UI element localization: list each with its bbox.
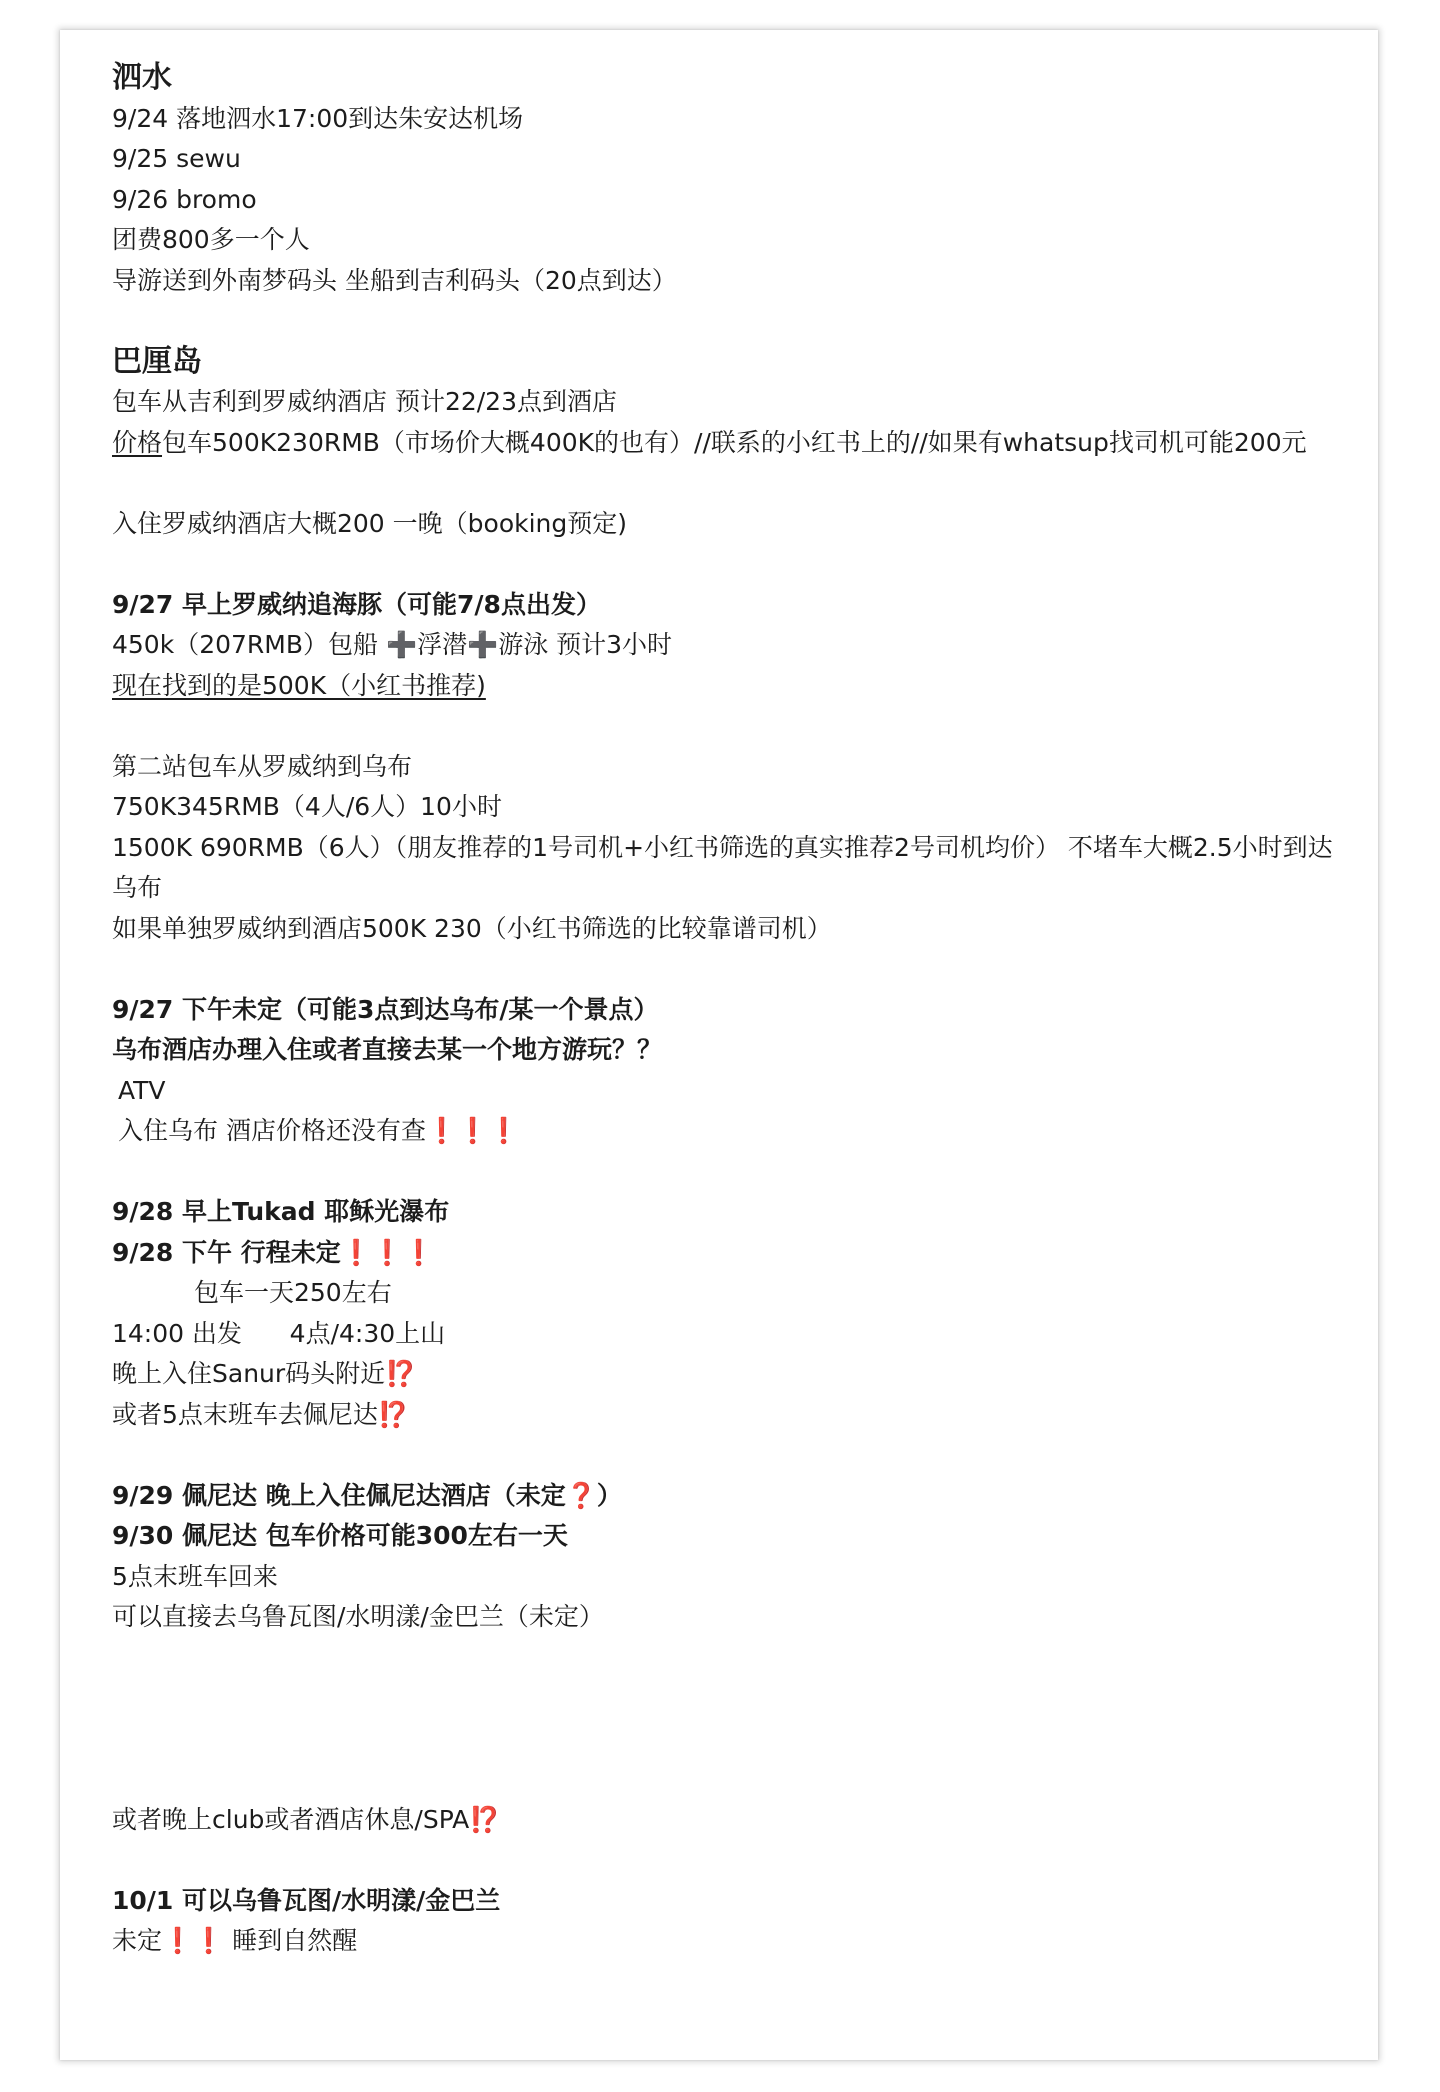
day-title: 9/27 下午未定（可能3点到达乌布/某一个景点） xyxy=(112,994,659,1024)
note-line: 第二站包车从罗威纳到乌布 xyxy=(112,751,413,781)
note-line xyxy=(112,1354,1342,1395)
interrobang-icon: ⁉️ xyxy=(469,1804,501,1834)
price-line xyxy=(112,423,1342,464)
note-line: 导游送到外南梦码头 坐船到吉利码头（20点到达） xyxy=(112,265,677,295)
exclamation-icon: ❗️❗️ xyxy=(162,1926,225,1955)
question-icon: ❓ xyxy=(565,1480,597,1510)
note-line: 9/26 bromo xyxy=(112,184,257,214)
note-line xyxy=(112,1800,1342,1841)
note-line: 9/24 落地泗水17:00到达朱安达机场 xyxy=(112,103,524,133)
note-line: 750K345RMB（4人/6人）10小时 xyxy=(112,792,502,821)
day-title xyxy=(112,1476,1342,1517)
note-line: 450k（207RMB）包船 ➕浮潜➕游泳 预计3小时 xyxy=(112,630,673,659)
day-title: 9/30 佩尼达 包车价格可能300左右一天 xyxy=(112,1521,568,1550)
note-line: 9/25 sewu xyxy=(112,144,241,173)
note-text: 或者5点末班车去佩尼达 xyxy=(112,1399,378,1429)
day-title: 10/1 可以乌鲁瓦图/水明漾/金巴兰 xyxy=(112,1885,501,1915)
note-line: 入住罗威纳酒店大概200 一晚（booking预定) xyxy=(112,508,628,538)
exclamation-icon: ❗️❗️❗️ xyxy=(340,1237,435,1267)
note-line: 14:00 出发 4点/4:30上山 xyxy=(112,1318,446,1348)
day-title xyxy=(112,1233,1342,1274)
note-text: 睡到自然醒 xyxy=(224,1926,358,1955)
note-line: 如果单独罗威纳到酒店500K 230（小红书筛选的比较靠谱司机） xyxy=(112,913,832,943)
note-content xyxy=(112,58,1342,1962)
price-detail: 包车500K230RMB（市场价大概400K的也有）//联系的小红书上的//如果有whatsup找司机可能200元 xyxy=(162,427,1307,457)
note-sheet xyxy=(60,30,1378,2060)
exclamation-icon: ❗️❗️❗️ xyxy=(425,1116,520,1145)
section-heading-surabaya: 泗水 xyxy=(112,60,172,95)
note-text: 晚上入住Sanur码头附近 xyxy=(112,1359,386,1388)
section-heading-bali: 巴厘岛 xyxy=(112,343,202,379)
day-title: 9/28 早上Tukad 耶稣光瀑布 xyxy=(112,1197,450,1226)
interrobang-icon: ⁉️ xyxy=(385,1359,417,1388)
note-line: 可以直接去乌鲁瓦图/水明漾/金巴兰（未定） xyxy=(112,1602,604,1631)
note-line xyxy=(112,1921,1342,1962)
note-text: 入住乌布 酒店价格还没有查 xyxy=(118,1116,426,1145)
note-text: 9/29 佩尼达 晚上入住佩尼达酒店（未定 xyxy=(112,1480,566,1510)
price-label: 价格 xyxy=(112,427,163,457)
day-title: 9/27 早上罗威纳追海豚（可能7/8点出发） xyxy=(112,589,601,619)
note-line: 5点末班车回来 xyxy=(112,1561,278,1591)
note-line-underlined: 现在找到的是500K（小红书推荐) xyxy=(112,670,486,700)
note-line xyxy=(112,1395,1342,1436)
note-line: 团费800多一个人 xyxy=(112,225,310,254)
note-text: ） xyxy=(596,1480,622,1510)
note-line: 包车一天250左右 xyxy=(194,1278,392,1307)
note-line xyxy=(112,1111,1342,1152)
day-subtitle: 乌布酒店办理入住或者直接去某一个地方游玩？？ xyxy=(112,1035,663,1064)
note-text: 未定 xyxy=(112,1926,163,1955)
note-line: 1500K 690RMB（6人）（朋友推荐的1号司机+小红书筛选的真实推荐2号司机均价） 不堵车大概2.5小时到达乌布 xyxy=(112,832,1333,902)
note-line: ATV xyxy=(118,1075,166,1105)
note-text: 或者晚上club或者酒店休息/SPA xyxy=(112,1804,470,1834)
note-text: 9/28 下午 行程未定 xyxy=(112,1237,341,1267)
note-line: 包车从吉利到罗威纳酒店 预计22/23点到酒店 xyxy=(112,387,617,416)
interrobang-icon: ⁉️ xyxy=(377,1399,410,1429)
